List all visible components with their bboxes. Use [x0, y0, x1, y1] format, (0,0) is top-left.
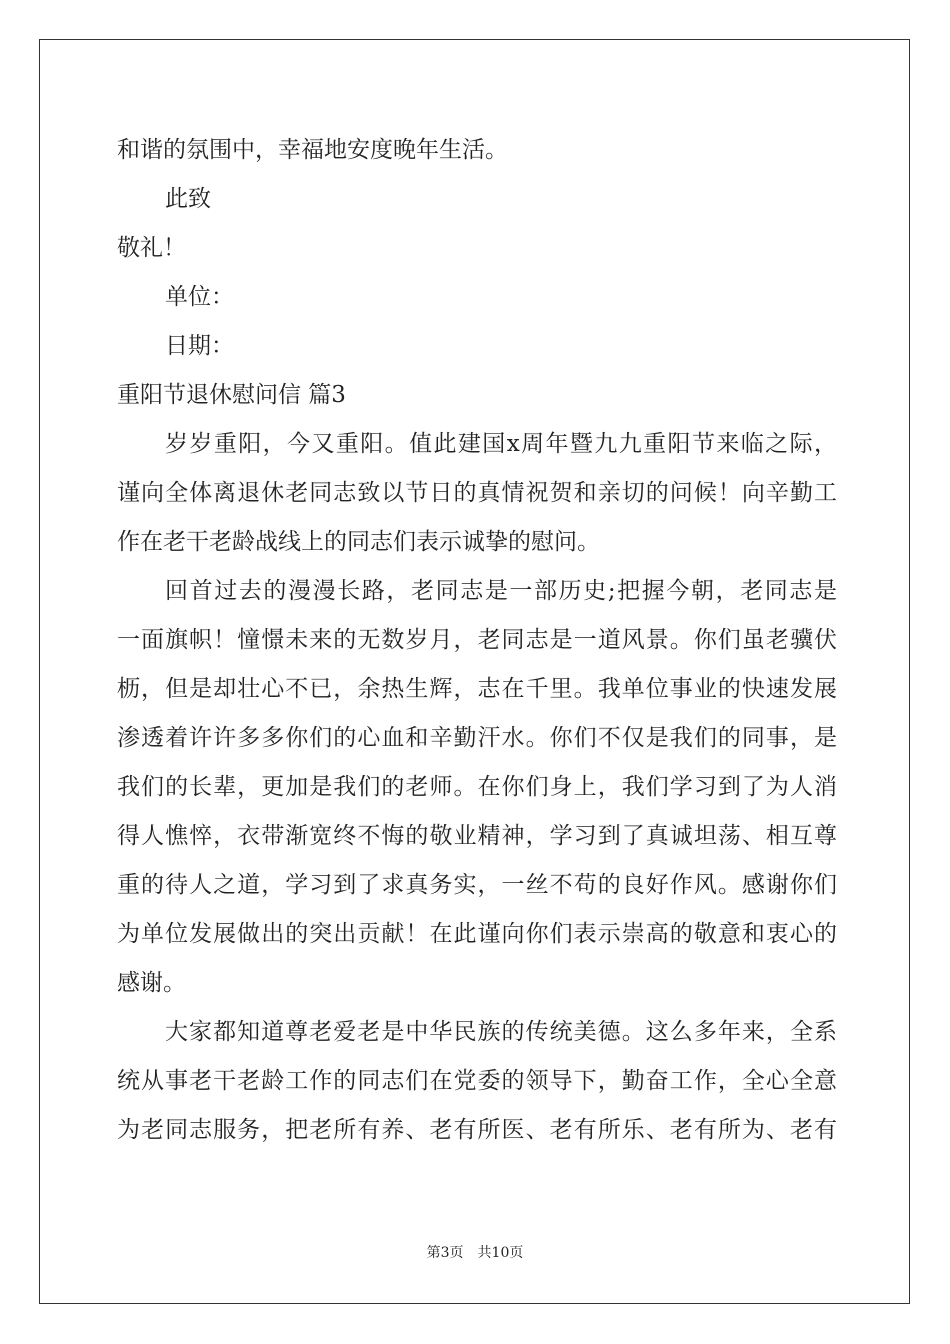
paragraph-line: 为老同志服务，把老所有养、老有所医、老有所乐、老有所为、老有: [117, 1117, 837, 1143]
paragraph-line: 感谢。: [117, 970, 186, 996]
unit-label: 单位：: [165, 284, 234, 310]
paragraph-line: 渗透着许许多多你们的心血和辛勤汗水。你们不仅是我们的同事，是: [117, 725, 837, 751]
paragraph-line: 得人憔悴，衣带渐宽终不悔的敬业精神，学习到了真诚坦荡、相互尊: [117, 823, 837, 849]
paragraph-line: 谨向全体离退休老同志致以节日的真情祝贺和亲切的问候！向辛勤工: [117, 480, 837, 506]
salutation-line: 此致: [165, 186, 211, 212]
page-number-footer: 第3页 共10页: [426, 1245, 524, 1261]
closing-line: 敬礼！: [117, 235, 186, 261]
paragraph-line: 一面旗帜！憧憬未来的无数岁月，老同志是一道风景。你们虽老骥伏: [117, 627, 837, 653]
date-label: 日期：: [165, 333, 234, 359]
paragraph-line: 重的待人之道，学习到了求真务实，一丝不苟的良好作风。感谢你们: [117, 872, 837, 898]
paragraph-line: 我们的长辈，更加是我们的老师。在你们身上，我们学习到了为人消: [117, 774, 837, 800]
paragraph-line: 统从事老干老龄工作的同志们在党委的领导下，勤奋工作，全心全意: [117, 1068, 837, 1094]
paragraph-line: 回首过去的漫漫长路，老同志是一部历史;把握今朝，老同志是: [165, 578, 837, 604]
text-line: 和谐的氛围中，幸福地安度晚年生活。: [117, 137, 508, 163]
paragraph-line: 作在老干老龄战线上的同志们表示诚挚的慰问。: [117, 529, 600, 555]
paragraph-line: 岁岁重阳，今又重阳。值此建国x周年暨九九重阳节来临之际，: [165, 431, 837, 457]
paragraph-line: 为单位发展做出的突出贡献！在此谨向你们表示崇高的敬意和衷心的: [117, 921, 837, 947]
paragraph-line: 大家都知道尊老爱老是中华民族的传统美德。这么多年来，全系: [165, 1019, 837, 1045]
paragraph-line: 枥，但是却壮心不已，余热生辉，志在千里。我单位事业的快速发展: [117, 676, 837, 702]
section-heading: 重阳节退休慰问信 篇3: [117, 382, 346, 408]
